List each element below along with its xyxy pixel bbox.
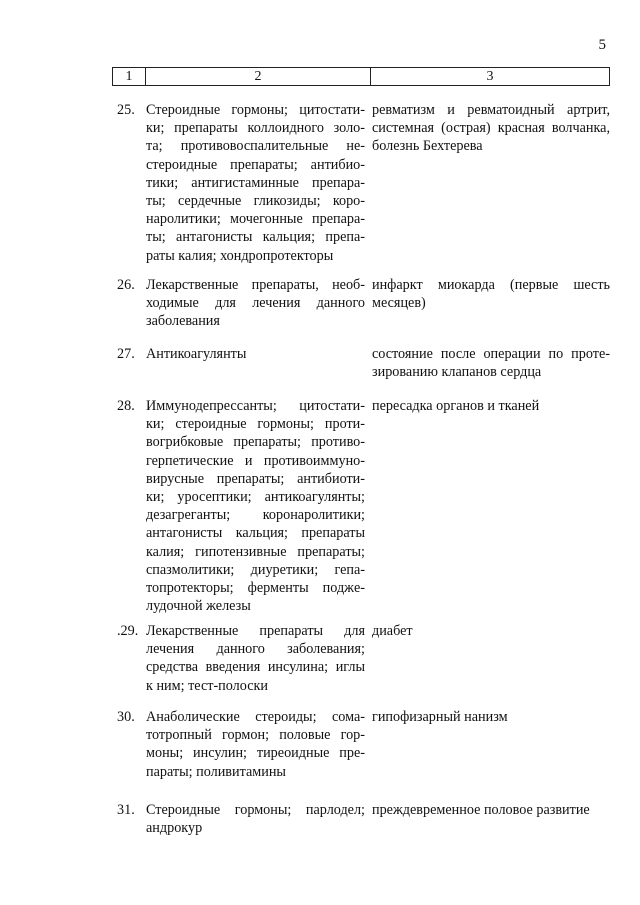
list-item [117,276,610,331]
drug-line: тотропный гормон; половые гор- [146,727,365,744]
drug-line: Анаболические стероиды; сома- [146,709,365,725]
entry-number: 25. [117,102,135,118]
condition-line: гипофизарный нанизм [372,709,508,725]
condition-line: месяцев) [372,295,426,312]
entry-number: 26. [117,277,135,293]
drug-line: дезагреганты; коронаролитики; [146,507,365,524]
drug-line: андрокур [146,820,203,837]
condition-line: пересадка органов и тканей [372,398,540,414]
drug-line: Антикоагулянты [146,346,247,362]
column-header-2: 2 [146,68,371,85]
drug-line: наролитики; мочегонные препара- [146,211,365,228]
drug-line: лечения данного заболевания; [146,641,365,658]
condition-line: состояние после операции по проте- [372,346,610,362]
drug-line: моны; инсулин; тиреоидные пре- [146,745,365,762]
entry-drugs [146,397,365,615]
entry-number: 30. [117,709,135,725]
drug-line: вогрибковые препараты; противо- [146,434,365,451]
drug-line: ты; антагонисты кальция; препа- [146,229,365,246]
condition-line: системная (острая) красная волчанка, [372,120,610,137]
condition-line: преждевременное половое развитие [372,802,590,818]
list-item [117,345,610,381]
list-item [117,101,610,265]
drug-line: та; противовоспалительные не- [146,138,365,155]
entry-condition [372,622,610,695]
drug-line: ходимые для лечения данного [146,295,365,312]
drug-line: антагонисты кальция; препараты [146,525,365,542]
entry-drugs [146,708,365,781]
drug-line: Стероидные гормоны; парлодел; [146,802,365,818]
drug-line: заболевания [146,313,220,330]
drug-line: топротекторы; ферменты поджe- [146,580,365,597]
page-number: 5 [598,37,606,53]
entry-number: 28. [117,398,135,414]
drug-line: ки; стероидные гормоны; проти- [146,416,365,433]
entry-condition [372,276,610,331]
drug-line: параты; поливитамины [146,763,286,780]
entry-drugs [146,801,365,837]
entry-number: .29. [117,623,139,639]
drug-line: Стероидные гормоны; цитостати- [146,102,365,118]
list-item [117,801,610,837]
drug-line: ки; уросептики; антикоагулянты; [146,489,365,506]
entry-condition [372,708,610,781]
entry-condition [372,801,610,837]
condition-line: зированию клапанов сердца [372,364,542,381]
drug-line: тики; антигистаминные препара- [146,174,365,191]
column-header-3: 3 [486,68,494,84]
condition-line: болезнь Бехтерева [372,138,483,155]
drug-line: ты; сердечные гликозиды; коро- [146,193,365,210]
drug-line: герпетические и противоиммуно- [146,452,365,469]
condition-line: диабет [372,623,413,639]
drug-line: Лекарственные препараты, необ- [146,277,365,293]
drug-line: Иммунодепрессанты; цитостати- [146,398,365,414]
drug-line: калия; гипотензивные препараты; [146,543,365,560]
drug-line: раты калия; хондропротекторы [146,247,334,264]
entry-condition [372,101,610,265]
drug-line: вирусные препараты; антибиоти- [146,470,365,487]
entry-drugs [146,345,365,381]
condition-line: ревматизм и ревматоидный артрит, [372,102,610,118]
list-item [117,397,610,615]
entry-condition [372,397,610,615]
entry-number: 27. [117,346,135,362]
column-header-1: 1 [113,68,146,85]
entry-condition [372,345,610,381]
drug-line: средства введения инсулина; иглы [146,659,365,676]
entry-drugs [146,276,365,331]
entry-drugs [146,101,365,265]
entry-number: 31. [117,802,135,818]
drug-line: Лекарственные препараты для [146,623,365,639]
drug-line: к ним; тест-полоски [146,677,268,694]
drug-line: стероидные препараты; антибио- [146,156,365,173]
condition-line: инфаркт миокарда (первые шесть [372,277,610,293]
entry-drugs [146,622,365,695]
drug-line: лудочной железы [146,598,251,615]
drug-line: спазмолитики; диуретики; гепа- [146,561,365,578]
column-header-row [112,67,610,86]
drug-line: ки; препараты коллоидного золо- [146,120,365,137]
list-item [117,622,610,695]
list-item [117,708,610,781]
